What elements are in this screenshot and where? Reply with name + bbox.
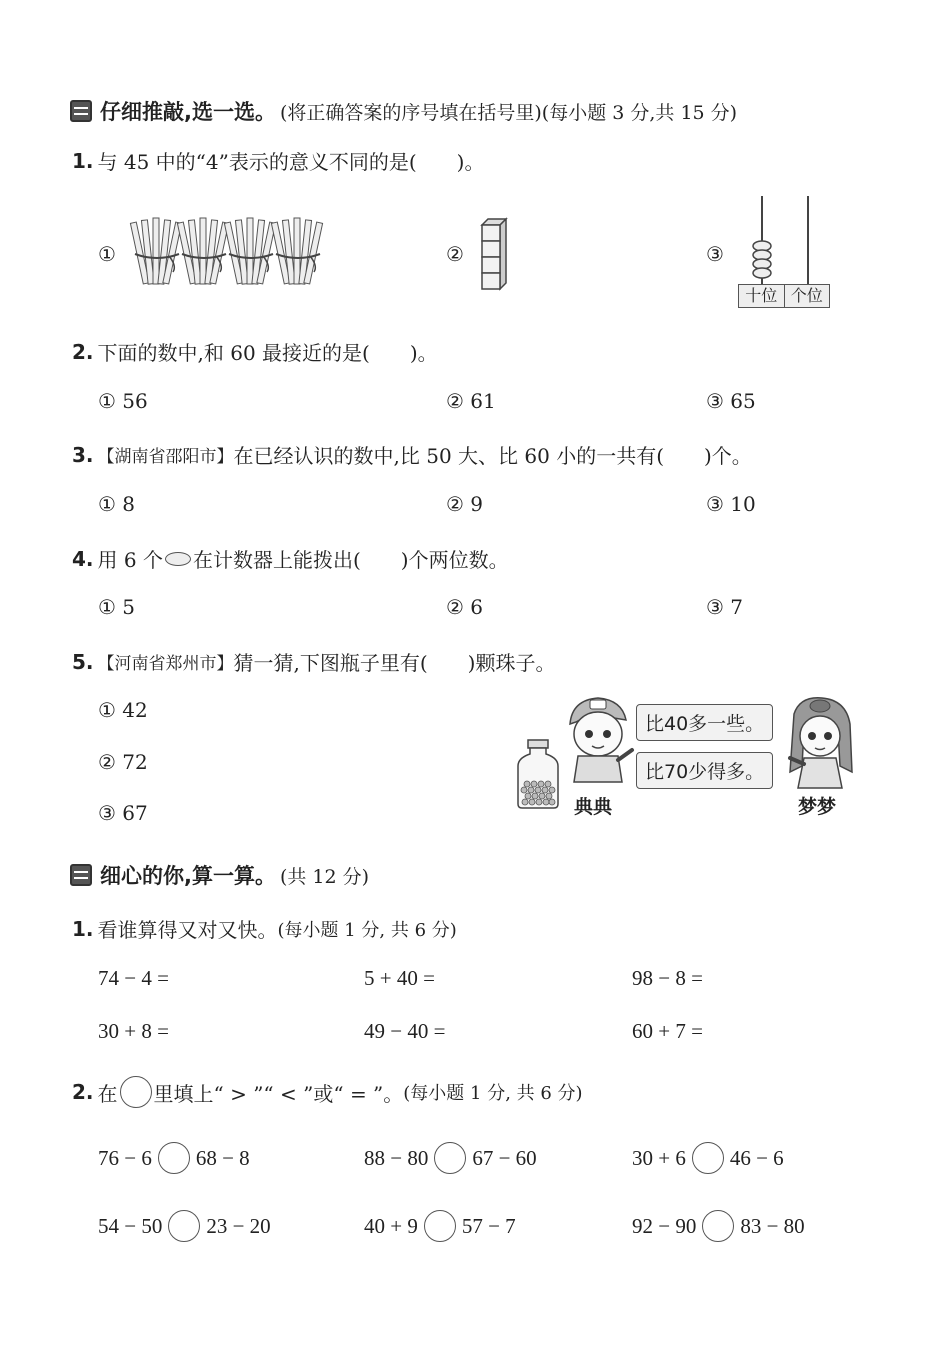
- section1-title: 仔细推敲,选一选。: [100, 100, 276, 124]
- equation: 30 + 8 =: [98, 1019, 169, 1043]
- comparison-right: 57 − 7: [461, 1213, 516, 1238]
- section2-header: [70, 860, 369, 890]
- q4-option-2[interactable]: ② 6: [446, 595, 484, 619]
- comparison-right: 68 − 8: [195, 1145, 250, 1170]
- question-text: 猜一猜,下图瓶子里有( )颗珠子。: [233, 651, 556, 675]
- comparison-item: [98, 1142, 250, 1174]
- question-number: 3.: [72, 442, 94, 467]
- question-note: (每小题 1 分, 共 6 分): [403, 1083, 583, 1104]
- question-number: 2.: [72, 1080, 94, 1104]
- question-1: [72, 146, 484, 175]
- section1-note: (将正确答案的序号填在括号里)(每小题 3 分,共 15 分): [279, 101, 738, 124]
- bead-icon: [165, 552, 191, 566]
- equation: 74 − 4 =: [98, 966, 169, 990]
- section2-title: 细心的你,算一算。: [100, 864, 276, 888]
- girl-character-image: [780, 694, 860, 790]
- question-text: 看谁算得又对又快。: [97, 918, 278, 942]
- question-2: [72, 337, 438, 366]
- stick-bundle: [130, 218, 322, 284]
- q2-option-3[interactable]: ③ 65: [706, 389, 756, 413]
- q2-option-1[interactable]: ① 56: [98, 389, 148, 413]
- equation: 49 − 40 =: [364, 1019, 446, 1043]
- q1-option-3[interactable]: ③: [706, 242, 724, 266]
- q4-option-1[interactable]: ① 5: [98, 595, 136, 619]
- question-4: [72, 544, 509, 573]
- comparison-answer-circle[interactable]: [158, 1142, 190, 1174]
- q1-option-1[interactable]: ①: [98, 242, 116, 266]
- question-5: [72, 647, 555, 676]
- q1-option-2[interactable]: ②: [446, 242, 464, 266]
- comparison-item: [632, 1142, 784, 1174]
- question-text: 与 45 中的“4”表示的意义不同的是( )。: [97, 150, 485, 174]
- abacus-beads: [753, 241, 771, 278]
- section-list-icon: [70, 864, 92, 886]
- section1-header: [70, 96, 737, 126]
- calc-question-2: [72, 1076, 583, 1108]
- comparison-left: 54 − 50: [98, 1213, 163, 1238]
- boy-character-image: [562, 694, 636, 784]
- abacus-place-labels: [738, 284, 830, 308]
- comparison-left: 88 − 80: [364, 1145, 429, 1170]
- equation: 60 + 7 =: [632, 1019, 703, 1043]
- question-number: 5.: [72, 649, 94, 674]
- q2-option-2[interactable]: ② 61: [446, 389, 496, 413]
- question-text: 在已经认识的数中,比 50 大、比 60 小的一共有( )个。: [233, 444, 752, 468]
- question-number: 4.: [72, 546, 94, 571]
- boy-name: 典典: [574, 796, 613, 818]
- q5-option-2[interactable]: ② 72: [98, 750, 148, 774]
- q3-option-2[interactable]: ② 9: [446, 492, 484, 516]
- comparison-left: 76 − 6: [98, 1145, 152, 1170]
- calc-question-1: [72, 914, 457, 943]
- question-3: [72, 440, 752, 469]
- comparison-answer-circle[interactable]: [424, 1210, 456, 1242]
- question-text: 下面的数中,和 60 最接近的是( )。: [97, 341, 438, 365]
- comparison-right: 67 − 60: [472, 1145, 537, 1170]
- stick-bundles-image: [128, 214, 328, 289]
- abacus-image: [738, 196, 832, 284]
- comparison-item: [632, 1210, 805, 1242]
- question-number: 2.: [72, 339, 94, 364]
- region-tag: 【河南省郑州市】: [97, 654, 234, 674]
- speech-bubble-boy: 比40多一些。: [636, 704, 773, 741]
- question-text-end: 在计数器上能拨出( )个两位数。: [192, 548, 509, 572]
- comparison-item: [98, 1210, 271, 1242]
- section-list-icon: [70, 100, 92, 122]
- equation: 98 − 8 =: [632, 966, 703, 990]
- girl-name: 梦梦: [798, 796, 837, 818]
- comparison-item: [364, 1210, 516, 1242]
- question-text-end: 里填上“ > ”“ < ”或“ = ”。: [153, 1081, 404, 1106]
- circle-blank-icon: [120, 1076, 152, 1108]
- ones-place-label: 个位: [790, 286, 823, 305]
- equation: 5 + 40 =: [364, 966, 435, 990]
- tens-place-label: 十位: [739, 285, 785, 307]
- comparison-answer-circle[interactable]: [692, 1142, 724, 1174]
- question-number: 1.: [72, 148, 94, 173]
- comparison-right: 83 − 80: [740, 1213, 805, 1238]
- region-tag: 【湖南省邵阳市】: [97, 447, 234, 467]
- q4-option-3[interactable]: ③ 7: [706, 595, 744, 619]
- speech-bubble-girl: 比70少得多。: [636, 752, 773, 789]
- comparison-left: 92 − 90: [632, 1213, 697, 1238]
- q3-option-1[interactable]: ① 8: [98, 492, 136, 516]
- comparison-left: 40 + 9: [364, 1213, 418, 1238]
- comparison-answer-circle[interactable]: [434, 1142, 466, 1174]
- comparison-answer-circle[interactable]: [702, 1210, 734, 1242]
- bead-jar-image: [514, 738, 562, 810]
- q3-option-3[interactable]: ③ 10: [706, 492, 756, 516]
- comparison-right: 46 − 6: [729, 1145, 784, 1170]
- comparison-item: [364, 1142, 537, 1174]
- comparison-left: 30 + 6: [632, 1145, 686, 1170]
- cube-stack-image: [478, 217, 508, 291]
- question-note: (每小题 1 分, 共 6 分): [277, 919, 457, 941]
- comparison-right: 23 − 20: [206, 1213, 271, 1238]
- question-number: 1.: [72, 916, 94, 941]
- question-text-start: 用 6 个: [97, 548, 163, 572]
- question-text-start: 在: [97, 1081, 118, 1106]
- q5-option-3[interactable]: ③ 67: [98, 801, 148, 825]
- comparison-answer-circle[interactable]: [168, 1210, 200, 1242]
- q5-option-1[interactable]: ① 42: [98, 698, 148, 722]
- section2-note: (共 12 分): [279, 865, 370, 888]
